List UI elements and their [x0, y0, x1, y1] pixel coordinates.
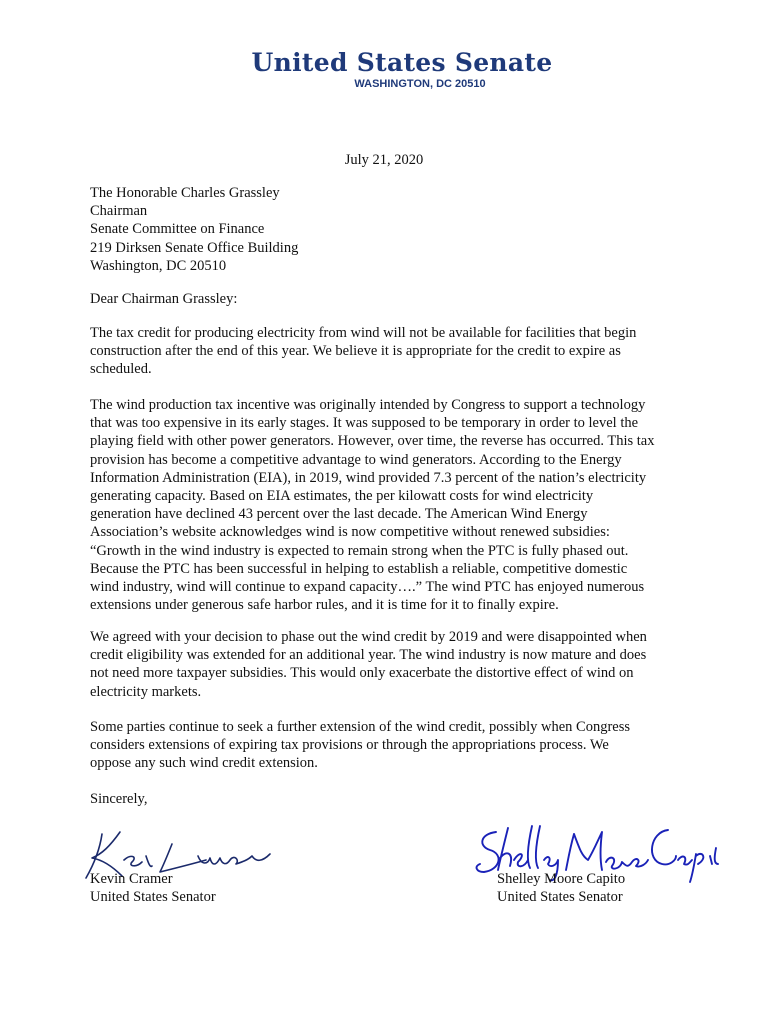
body-paragraph-3: [90, 628, 690, 701]
paragraph-line: Information Administration (EIA), in 2019, wind provided 7.3 percent of the nation’s electricity: [90, 469, 647, 486]
recipient-line: The Honorable Charles Grassley: [90, 185, 280, 201]
closing: Sincerely,: [90, 791, 148, 807]
paragraph-line: wind industry, wind will continue to expand capacity….” The wind PTC has enjoyed numerous: [90, 579, 645, 596]
recipient-line: Chairman: [90, 203, 148, 220]
recipient-line: Washington, DC 20510: [90, 257, 227, 274]
paragraph-line: extensions under generous safe harbor rules, and it is time for it to finally expire.: [90, 597, 559, 614]
signer-cramer: [90, 870, 216, 906]
signer-name: Kevin Cramer: [90, 871, 173, 887]
paragraph-line: The wind production tax incentive was originally intended by Congress to support a technology: [90, 397, 646, 413]
letter-date: July 21, 2020: [344, 152, 424, 168]
paragraph-line: not need more taxpayer subsidies. This would only exacerbate the distortive effect of wind on: [90, 665, 634, 682]
paragraph-line: scheduled.: [90, 361, 152, 378]
paragraph-line: We agreed with your decision to phase out the wind credit by 2019 and were disappointed when: [90, 629, 647, 645]
paragraph-line: Because the PTC has been successful in helping to establish a reliable, competitive domestic: [90, 560, 628, 577]
letterhead-title: United States Senate: [251, 48, 553, 77]
body-paragraph-1: [90, 324, 690, 379]
paragraph-line: Association’s website acknowledges wind is now competitive without renewed subsidies:: [90, 524, 610, 541]
body-paragraph-4: [90, 718, 690, 773]
paragraph-line: Some parties continue to seek a further extension of the wind credit, possibly when Congress: [90, 719, 631, 735]
letterhead-address: WASHINGTON, DC 20510: [354, 78, 486, 90]
paragraph-line: generation have declined 43 percent over the last decade. The American Wind Energy: [90, 506, 588, 523]
paragraph-line: that was too expensive in its early stages. It was supposed to be temporary in order to level the: [90, 415, 639, 432]
recipient-line: 219 Dirksen Senate Office Building: [90, 239, 299, 256]
signer-name: Shelley Moore Capito: [497, 871, 626, 887]
recipient-address: [90, 184, 690, 275]
paragraph-line: “Growth in the wind industry is expected to remain strong when the PTC is fully phased out.: [90, 542, 629, 559]
signer-title: United States Senator: [497, 889, 623, 906]
paragraph-line: credit eligibility was extended for an additional year. The wind industry is now mature and does: [90, 647, 647, 664]
recipient-line: Senate Committee on Finance: [90, 221, 265, 238]
signer-capito: [497, 870, 625, 906]
signer-title: United States Senator: [90, 889, 216, 906]
paragraph-line: The tax credit for producing electricity from wind will not be available for facilities that begin: [90, 325, 637, 341]
paragraph-line: construction after the end of this year. We believe it is appropriate for the credit to expire as: [90, 343, 621, 360]
paragraph-line: considers extensions of expiring tax provisions or through the appropriations process. We: [90, 737, 609, 754]
paragraph-line: playing field with other power generators. However, over time, the reverse has occurred. This tax: [90, 433, 655, 450]
paragraph-line: oppose any such wind credit extension.: [90, 755, 318, 772]
letterhead: [0, 48, 768, 90]
paragraph-line: generating capacity. Based on EIA estimates, the per kilowatt costs for wind electricity: [90, 488, 594, 505]
salutation: Dear Chairman Grassley:: [90, 291, 238, 307]
paragraph-line: electricity markets.: [90, 683, 202, 700]
body-paragraph-2: [90, 396, 690, 614]
paragraph-line: provision has become a competitive advantage to wind generators. According to the Energy: [90, 451, 622, 468]
